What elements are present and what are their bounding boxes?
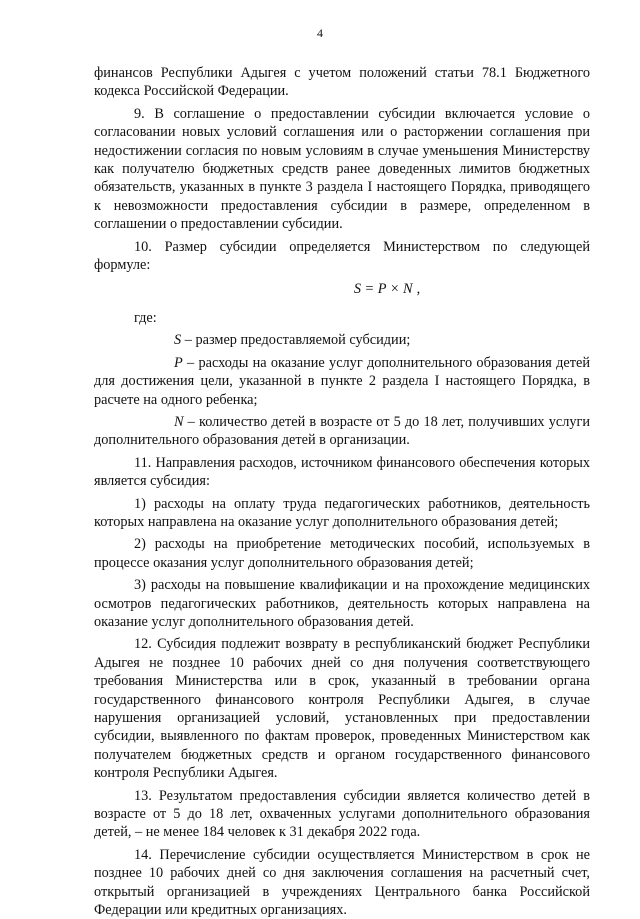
paragraph-11-item-2: 2) расходы на приобретение методических пособий, используемых в процессе оказания услуг дополнительного образования детей;: [94, 536, 590, 571]
paragraph-11: 11. Направления расходов, источником финансового обеспечения которых является субсидия:: [94, 454, 590, 490]
formula-expression: S = P × N: [353, 281, 413, 298]
paragraph-14: 14. Перечисление субсидии осуществляется Министерством в срок не позднее 10 рабочих дней со дня заключения соглашения на расчетный счет, открытый организацией в учреждениях Центрального банка Российской Федерации или кредитных организациях.: [94, 846, 590, 919]
document-body: [94, 64, 590, 919]
definition-p-text: – расходы на оказание услуг дополнительного образования детей для достижения цели, указанной в пункте 2 раздела I настоящего Порядка, в расчете на одного ребенка;: [94, 354, 590, 408]
definition-s-text: – размер предоставляемой субсидии;: [181, 332, 411, 349]
subsidy-formula: [94, 280, 590, 298]
definition-n-text: – количество детей в возрасте от 5 до 18 лет, получивших услуги дополнительного образования детей в организации.: [94, 413, 590, 449]
paragraph-11-item-3: 3) расходы на повышение квалификации и на прохождение медицинских осмотров педагогических работников, деятельность которых направлена на оказание услуг дополнительного образования детей.: [94, 577, 590, 630]
paragraph-12: 12. Субсидия подлежит возврату в республиканский бюджет Республики Адыгея не позднее 10 рабочих дней со дня получения соответствующего требования Министерства или в срок, указанный в требовании органа государственного финансового контроля Республики Адыгея, в случае нарушения организацией условий, установленных при предоставлении субсидии, выявленного по фактам проверок, проведенных Министерством как получателем бюджетных средств и органом государственного финансового контроля Республики Адыгея.: [94, 636, 590, 782]
paragraph-10: 10. Размер субсидии определяется Министерством по следующей формуле:: [94, 238, 590, 274]
variable-p: P: [174, 354, 183, 371]
paragraph-9: 9. В соглашение о предоставлении субсидии включается условие о согласовании новых условий соглашения или о расторжении соглашения при недостижении согласия по новым условиям в случае уменьшения Министерству как получателю бюджетных средств ранее доведенных лимитов бюджетных обязательств, указанных в пункте 3 раздела I настоящего Порядка, приводящего к невозможности предоставления субсидии в размере, определенном в соглашении о предоставлении субсидии.: [94, 105, 590, 233]
variable-n: N: [174, 413, 184, 430]
formula-separator: ,: [416, 281, 421, 298]
definition-p: [94, 354, 590, 409]
paragraph-11-item-1: 1) расходы на оплату труда педагогических работников, деятельность которых направлена на оказание услуг дополнительного образования детей;: [94, 495, 590, 530]
page-number: 4: [317, 26, 323, 40]
variable-s: S: [174, 332, 182, 349]
definition-s: [94, 331, 590, 349]
definition-n: [94, 413, 590, 450]
paragraph-13: 13. Результатом предоставления субсидии является количество детей в возрасте от 5 до 18 лет, охваченных услугами дополнительного образования детей, – не менее 184 человек к 31 декабря 2022 года.: [94, 787, 590, 841]
paragraph-continuation: финансов Республики Адыгея с учетом положений статьи 78.1 Бюджетного кодекса Российской Федерации.: [94, 65, 590, 100]
where-label: где:: [134, 309, 157, 326]
